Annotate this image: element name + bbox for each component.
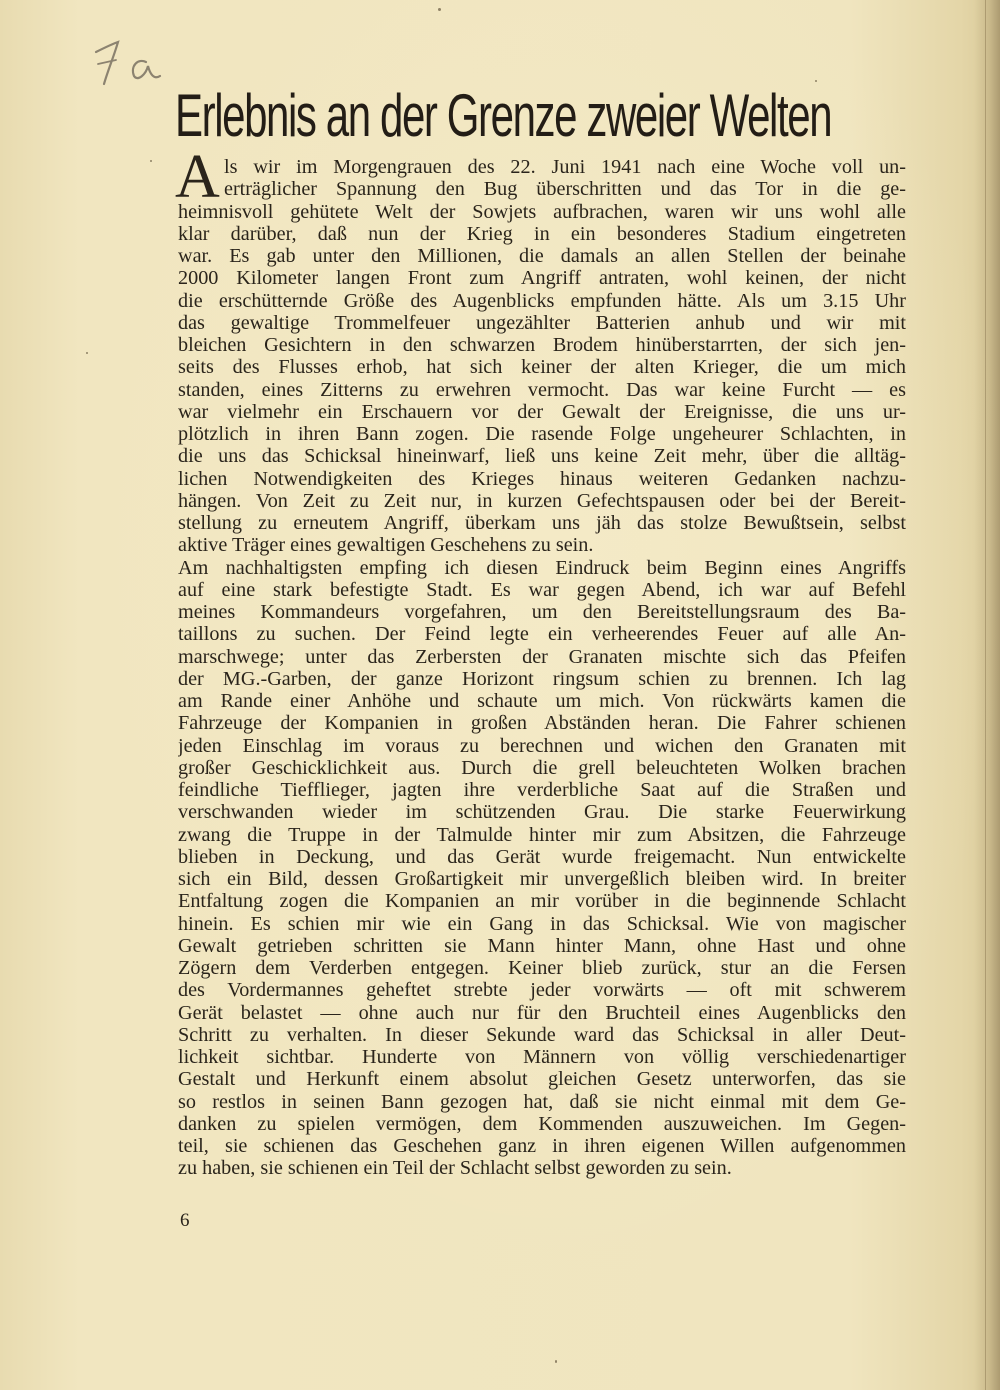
text-line: klar darüber, daß nun der Krieg in ein besonderes Stadium eingetreten bbox=[178, 222, 906, 245]
paper-speck bbox=[555, 1360, 557, 1363]
text-line: hängen. Von Zeit zu Zeit nur, in kurzen Gefechtspausen oder bei der Bereit- bbox=[178, 489, 906, 512]
article-body bbox=[175, 143, 906, 1180]
text-line: des Vordermannes geheftet strebte jeder vorwärts — oft mit schwerem bbox=[178, 979, 906, 1002]
page-number: 6 bbox=[180, 1210, 190, 1231]
text-line: stellung zu erneutem Angriff, überkam uns jäh das stolze Bewußtsein, selbst bbox=[178, 512, 906, 534]
text-line: Am nachhaltigsten empfing ich diesen Eindruck beim Beginn eines Angriffs bbox=[178, 556, 906, 579]
text-line: marschwege; unter das Zerbersten der Granaten mischte sich das Pfeifen bbox=[178, 645, 906, 668]
paper-speck bbox=[815, 80, 817, 82]
text-line: bleichen Gesichtern in den schwarzen Brodem hinüberstarrten, der sich jen- bbox=[178, 334, 906, 356]
text-line: am Rande einer Anhöhe und schaute um mich. Von rückwärts kamen die bbox=[178, 690, 906, 712]
text-line: ls wir im Morgengrauen des 22. Juni 1941 nach eine Woche voll un- bbox=[224, 156, 906, 178]
text-line: so restlos in seinen Bann gezogen hat, daß sie nicht einmal mit dem Ge- bbox=[178, 1090, 906, 1113]
page-edge-shadow bbox=[974, 0, 1000, 1390]
text-line: Fahrzeuge der Kompanien in großen Abständen heran. Die Fahrer schienen bbox=[178, 712, 906, 735]
text-line: großer Geschicklichkeit aus. Durch die grell beleuchteten Wolken brachen bbox=[178, 756, 906, 779]
text-line: blieben in Deckung, und das Gerät wurde freigemacht. Nun entwickelte bbox=[178, 845, 906, 868]
text-line: teil, sie schienen das Geschehen ganz in ihren eigenen Willen aufgenommen bbox=[178, 1135, 906, 1157]
text-line: danken zu spielen vermögen, dem Kommenden auszuweichen. Im Gegen- bbox=[178, 1112, 906, 1135]
text-line: aktive Träger eines gewaltigen Geschehens zu sein. bbox=[178, 534, 594, 557]
text-line: hinein. Es schien mir wie ein Gang in das Schicksal. Wie von magischer bbox=[178, 912, 906, 935]
paper-speck bbox=[86, 352, 88, 354]
handwritten-pencil-note bbox=[86, 22, 176, 92]
text-line: sich ein Bild, dessen Großartigkeit mir unvergeßlich bleiben wird. In breiter bbox=[178, 868, 906, 890]
text-line: taillons zu suchen. Der Feind legte ein verheerendes Feuer auf alle An- bbox=[178, 623, 906, 646]
text-line: meines Kommandeurs vorgefahren, um den Bereitstellungsraum des Ba- bbox=[178, 601, 906, 623]
text-line: auf eine stark befestigte Stadt. Es war gegen Abend, ich war auf Befehl bbox=[178, 578, 906, 601]
text-line: Gestalt und Herkunft einem absolut gleichen Gesetz unterworfen, das sie bbox=[178, 1068, 906, 1091]
text-line: das gewaltige Trommelfeuer ungezählter Batterien anhub und wir mit bbox=[178, 311, 906, 334]
text-line: war vielmehr ein Erschauern vor der Gewalt der Ereignisse, die uns ur- bbox=[178, 400, 906, 423]
text-line: der MG.-Garben, der ganze Horizont ringsum schien zu brennen. Ich lag bbox=[178, 667, 906, 690]
text-line: zu haben, sie schienen ein Teil der Schlacht selbst geworden zu sein. bbox=[178, 1157, 732, 1180]
text-line: verschwanden wieder im schützenden Grau. Die starke Feuerwirkung bbox=[178, 801, 906, 824]
text-line: die uns das Schicksal hineinwarf, ließ uns keine Zeit mehr, über die alltäg- bbox=[178, 445, 906, 468]
page-edge-line bbox=[985, 0, 986, 1390]
text-line: Zögern dem Verderben entgegen. Keiner blieb zurück, stur an die Fersen bbox=[178, 957, 906, 979]
text-line: 2000 Kilometer langen Front zum Angriff antraten, wohl keinen, der nicht bbox=[178, 267, 906, 290]
text-line: heimnisvoll gehütete Welt der Sowjets aufbrachen, waren wir uns wohl alle bbox=[178, 200, 906, 223]
text-line: jeden Einschlag im voraus zu berechnen und wichen den Granaten mit bbox=[178, 734, 906, 757]
text-line: Gewalt getrieben schritten sie Mann hinter Mann, ohne Hast und ohne bbox=[178, 934, 906, 957]
text-line: plötzlich in ihren Bann zogen. Die rasende Folge ungeheurer Schlachten, in bbox=[178, 423, 906, 445]
text-line: war. Es gab unter den Millionen, die damals an allen Stellen der beinahe bbox=[178, 245, 906, 267]
paper-speck bbox=[438, 8, 441, 11]
text-line: lichkeit sichtbar. Hunderte von Männern von völlig verschiedenartiger bbox=[178, 1046, 906, 1068]
text-line: zwang die Truppe in der Talmulde hinter mir zum Absitzen, die Fahrzeuge bbox=[178, 823, 906, 846]
text-line: die erschütternde Größe des Augenblicks empfunden hätte. Als um 3.15 Uhr bbox=[178, 289, 906, 312]
text-line: Schritt zu verhalten. In dieser Sekunde ward das Schicksal in aller Deut- bbox=[178, 1023, 906, 1046]
article-title: Erlebnis an der Grenze zweier Welten bbox=[175, 82, 832, 149]
drop-cap: A bbox=[175, 143, 220, 211]
paper-speck bbox=[150, 160, 152, 162]
text-line: lichen Notwendigkeiten des Krieges hinaus weiteren Gedanken nachzu- bbox=[178, 467, 906, 490]
text-line: seits des Flusses erhob, hat sich keiner der alten Krieger, die um mich bbox=[178, 356, 906, 379]
text-line: standen, eines Zitterns zu erwehren vermocht. Das war keine Furcht — es bbox=[178, 378, 906, 401]
text-line: feindliche Tiefflieger, jagten ihre verderbliche Saat auf die Straßen und bbox=[178, 779, 906, 801]
text-line: Gerät belastet — ohne auch nur für den Bruchteil eines Augenblicks den bbox=[178, 1001, 906, 1024]
text-line: Entfaltung zogen die Kompanien an mir vorüber in die beginnende Schlacht bbox=[178, 890, 906, 913]
text-line: erträglicher Spannung den Bug überschritten und das Tor in die ge- bbox=[224, 178, 906, 201]
